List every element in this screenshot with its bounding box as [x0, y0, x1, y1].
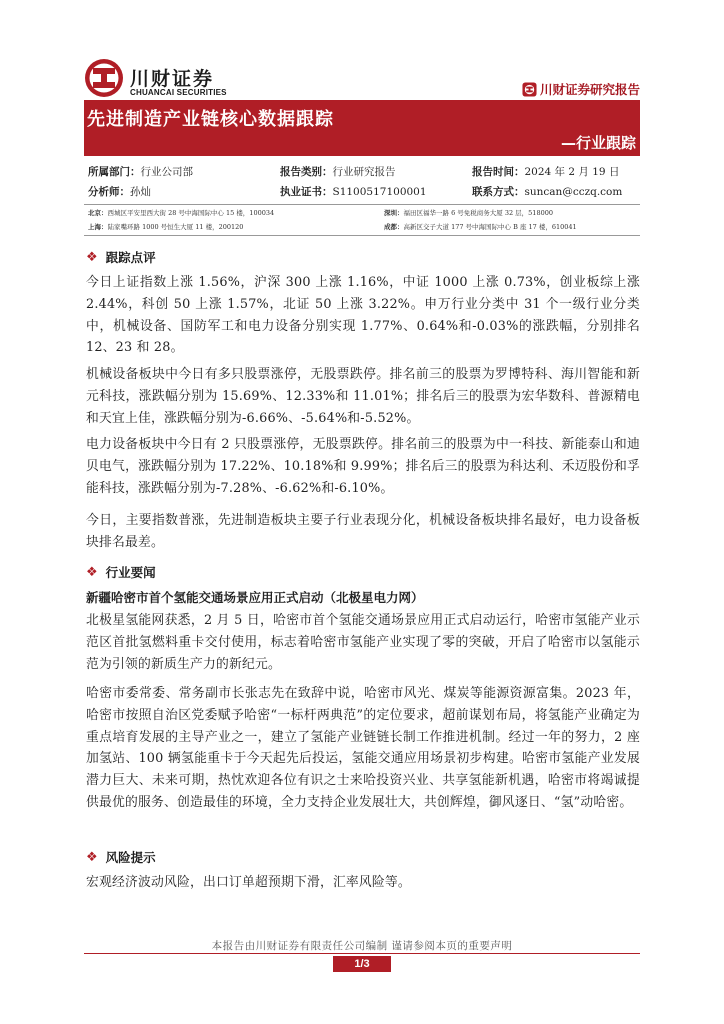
- tracking-paragraph-1: 今日上证指数上涨 1.56%，沪深 300 上涨 1.16%，中证 1000 上涨 0.73%，创业板综上涨 2.44%，科创 50 上涨 1.57%，北证 50 上涨 3.22%。申万行业分类中 31 个一级行业分类中，机械设备、国防军工和电力设备分别实现 1.77%、0.64%和-0.03%的涨跌幅，分别排名 12、23 和 28。: [86, 275, 640, 356]
- title-banner: [84, 100, 640, 156]
- report-brand-label: 川财证券研究报告: [539, 82, 640, 97]
- beijing-address: 西城区平安里西大街 28 号中海国际中心 15 楼，100034: [107, 209, 275, 217]
- beijing-label: 北京：: [88, 209, 108, 217]
- footer-disclaimer: 本报告由川财证券有限责任公司编制 谨请参阅本页的重要声明: [211, 940, 513, 952]
- contact-label: 联系方式：: [472, 186, 525, 198]
- brand-mini-icon: [522, 82, 537, 97]
- company-name-en: CHUANCAI SECURITIES: [130, 88, 227, 97]
- page-number: 1/3: [333, 956, 391, 972]
- contact-email-link[interactable]: suncan@cczq.com: [524, 186, 623, 198]
- page-header: [84, 58, 640, 100]
- analyst-label: 分析师：: [88, 186, 130, 198]
- shanghai-address: 陆家嘴环路 1000 号恒生大厦 11 楼，200120: [107, 223, 244, 231]
- company-logo-icon: [84, 58, 124, 98]
- risk-paragraph: 宏观经济波动风险，出口订单超预期下滑，汇率风险等。: [86, 875, 411, 890]
- diamond-bullet-icon: ❖: [86, 849, 98, 865]
- news-paragraph-1: 北极星氢能网获悉，2 月 5 日，哈密市首个氢能交通场景应用正式启动运行，哈密市氢能产业示范区首批氢燃料重卡交付使用，标志着哈密市氢能产业实现了零的突破，开启了哈密市以氢能示范为引领的新质生产力的新纪元。: [86, 613, 640, 672]
- news-headline: 新疆哈密市首个氢能交通场景应用正式启动（北极星电力网）: [86, 590, 424, 605]
- section-heading-news: [86, 563, 156, 581]
- report-brand: [522, 80, 640, 98]
- time-label: 报告时间：: [472, 166, 525, 178]
- diamond-bullet-icon: ❖: [86, 249, 98, 265]
- divider: [84, 204, 640, 205]
- footer-divider: [84, 953, 640, 954]
- tracking-paragraph-2: 机械设备板块中今日有多只股票涨停，无股票跌停。排名前三的股票为罗博特科、海川智能和新元科技，涨跌幅分别为 15.69%、12.33%和 11.01%；排名后三的股票为宏华数科、普源精电和天宜上佳，涨跌幅分别为-6.66%、-5.64%和-5.52%。: [86, 367, 640, 426]
- dept-label: 所属部门：: [88, 166, 141, 178]
- news-title: 行业要闻: [105, 565, 156, 580]
- type-label: 报告类别：: [280, 166, 333, 178]
- section-heading-risk: [86, 848, 156, 866]
- divider: [84, 235, 640, 236]
- chengdu-label: 成都：: [384, 223, 404, 231]
- section-heading-tracking: [86, 248, 156, 266]
- type-value: 行业研究报告: [332, 166, 396, 178]
- report-subtitle: —行业跟踪: [560, 134, 636, 152]
- tracking-paragraph-4: 今日，主要指数普涨，先进制造板块主要子行业表现分化，机械设备板块排名最好，电力设备板块排名最差。: [86, 513, 640, 550]
- analyst-value: 孙灿: [130, 186, 151, 198]
- chengdu-address: 高新区交子大道 177 号中海国际中心 B 座 17 楼，610041: [403, 223, 577, 231]
- news-paragraph-2: 哈密市委常委、常务副市长张志先在致辞中说，哈密市风光、煤炭等能源资源富集。2023 年，哈密市按照自治区党委赋予哈密“一标杆两典范”的定位要求，超前谋划布局，将氢能产业确定为重点培育发展的主导产业之一，建立了氢能产业链链长制工作推进机制。经过一年的努力，2 座加氢站、100 辆氢能重卡于今天起先后投运，氢能交通应用场景初步构建。哈密市氢能产业发展潜力巨大、未来可期，热忱欢迎各位有识之士来哈投资兴业、共享氢能新机遇，哈密市将竭诚提供最优的服务、创造最佳的环境，全力支持企业发展壮大，共创辉煌，御风逐日、“氢”动哈密。: [86, 686, 640, 810]
- shenzhen-address: 福田区福华一路 6 号免税商务大厦 32 层，518000: [403, 209, 553, 217]
- risk-title: 风险提示: [105, 850, 156, 865]
- shanghai-label: 上海：: [88, 223, 108, 231]
- diamond-bullet-icon: ❖: [86, 564, 98, 580]
- cert-value: S1100517100001: [332, 186, 427, 198]
- cert-label: 执业证书：: [280, 186, 333, 198]
- time-value: 2024 年 2 月 19 日: [524, 166, 620, 178]
- dept-value: 行业公司部: [140, 166, 193, 178]
- tracking-title: 跟踪点评: [105, 250, 156, 265]
- tracking-paragraph-3: 电力设备板块中今日有 2 只股票涨停，无股票跌停。排名前三的股票为中一科技、新能泰山和迪贝电气，涨跌幅分别为 17.22%、10.18%和 9.99%；排名后三的股票为科达利、禾迈股份和孚能科技，涨跌幅分别为-7.28%、-6.62%和-6.10%。: [86, 437, 640, 496]
- shenzhen-label: 深圳：: [384, 209, 404, 217]
- company-name-cn: 川财证券: [130, 68, 215, 90]
- report-title: 先进制造产业链核心数据跟踪: [87, 109, 334, 130]
